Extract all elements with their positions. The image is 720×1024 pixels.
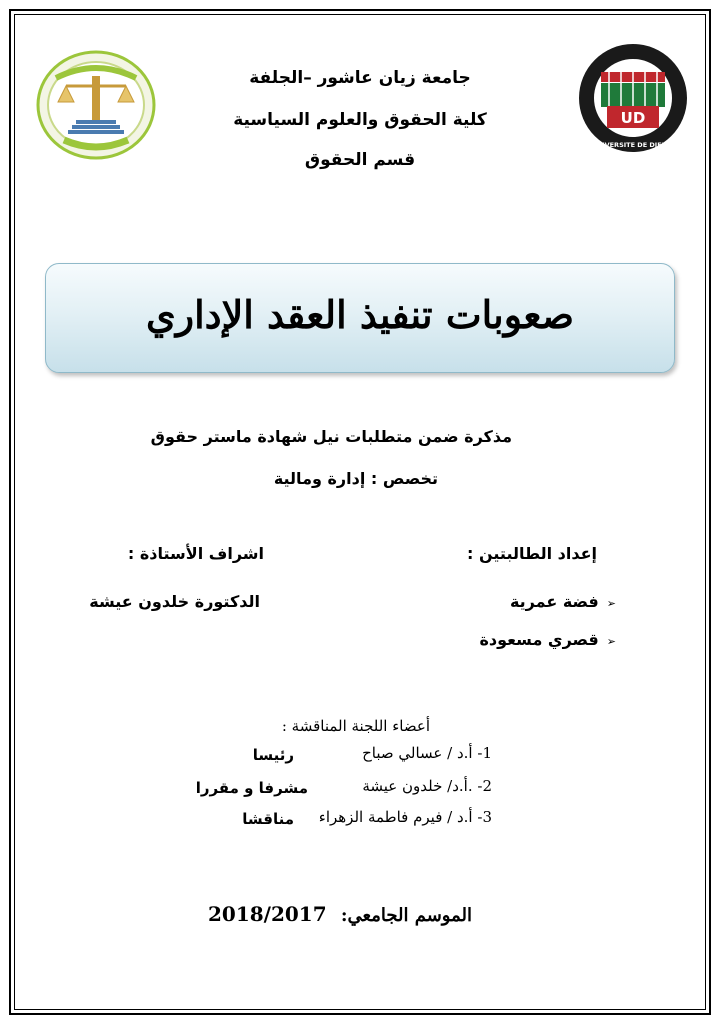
university-logo-icon: [577, 42, 689, 154]
academic-season: [208, 902, 472, 926]
student-name: قصري مسعودة: [479, 630, 599, 649]
department-name: قسم الحقوق: [304, 150, 416, 170]
member-role: مشرفا و مقررا: [195, 779, 308, 797]
season-label: الموسم الجامعي:: [340, 905, 472, 926]
committee-label: أعضاء اللجنة المناقشة :: [281, 717, 430, 735]
title-banner: [45, 263, 675, 373]
arrow-bullet-icon: ➢: [606, 635, 616, 648]
students-label: إعداد الطالبتين :: [467, 544, 597, 563]
faculty-logo-icon: [36, 50, 156, 160]
faculty-name: كلية الحقوق والعلوم السياسية: [233, 110, 487, 130]
thesis-description: مذكرة ضمن متطلبات نيل شهادة ماستر حقوق: [150, 427, 512, 446]
member-name: .أ.د/ خلدون عيشة: [362, 777, 473, 795]
university-logo-letters: UD: [620, 109, 646, 127]
thesis-title: صعوبات تنفيذ العقد الإداري: [146, 292, 574, 337]
thesis-specialty: تخصص : إدارة ومالية: [273, 469, 438, 488]
committee-member: [362, 744, 492, 762]
arrow-bullet-icon: ➢: [606, 597, 616, 610]
university-logo-year: 1990: [624, 61, 642, 69]
university-name: جامعة زيان عاشور –الجلفة: [249, 68, 471, 88]
supervisor-name: الدكتورة خلدون عيشة: [89, 592, 260, 611]
member-role: مناقشا: [242, 810, 294, 828]
committee-member: [362, 777, 492, 795]
student-name: فضة عمرية: [509, 592, 599, 611]
member-name: أ.د / فيرم فاطمة الزهراء: [318, 808, 473, 826]
committee-member: [319, 808, 492, 826]
university-logo-name: UNIVERSITE DE DJELFA: [591, 141, 675, 149]
member-number: 2-: [477, 777, 492, 795]
student-item: [510, 592, 616, 611]
member-name: أ.د / عسالي صباح: [362, 744, 473, 762]
student-item: [479, 630, 616, 649]
member-number: 3-: [477, 808, 492, 826]
season-year: 2018/2017: [207, 902, 327, 926]
member-role: رئيسا: [252, 746, 294, 764]
member-number: 1-: [477, 744, 492, 762]
supervisor-label: اشراف الأستاذة :: [127, 544, 264, 563]
